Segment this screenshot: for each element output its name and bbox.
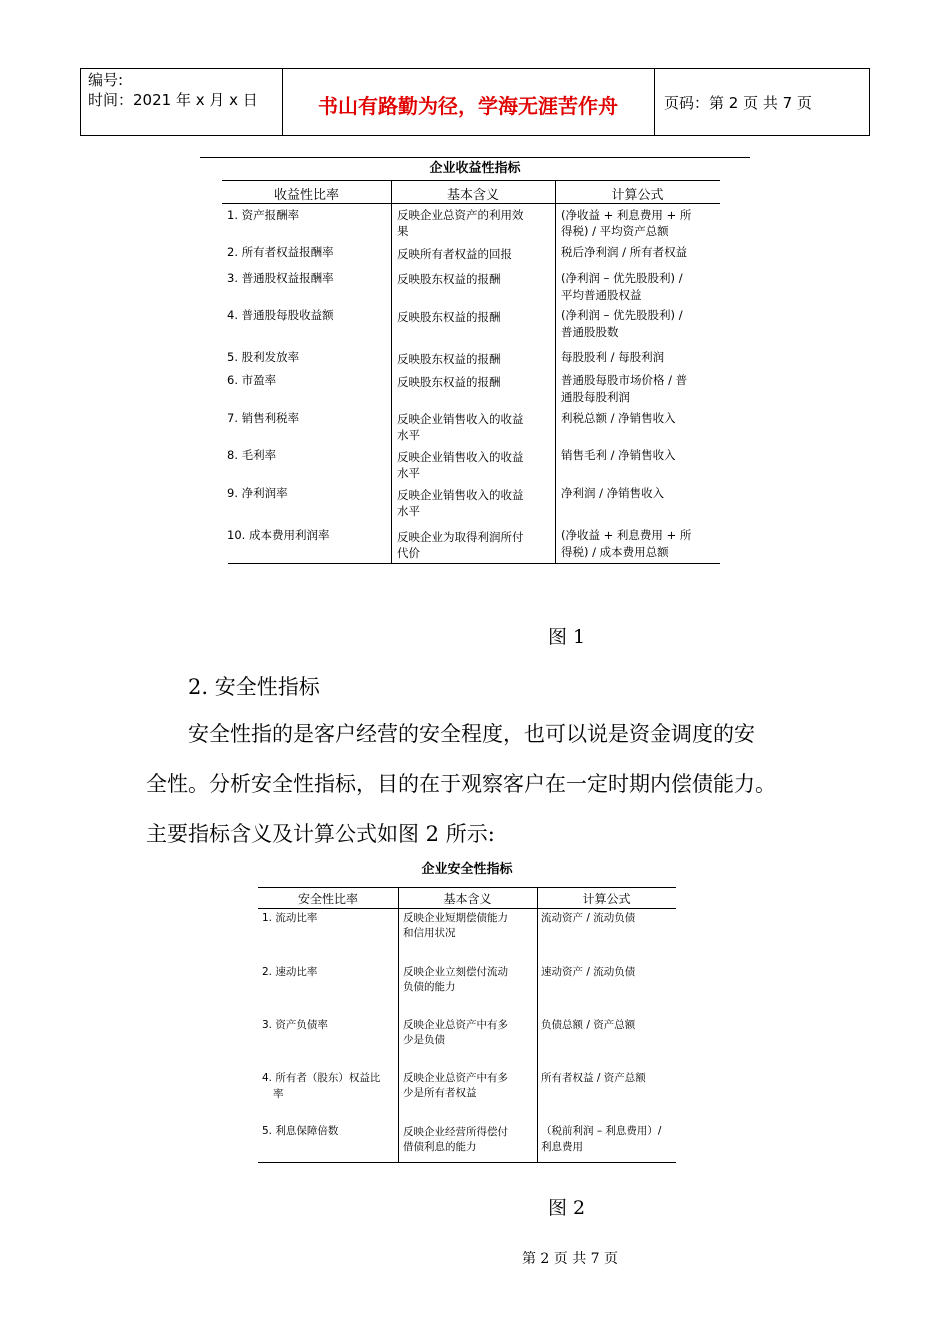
table-cell-ratio: 5. 利息保障倍数 bbox=[262, 1125, 339, 1137]
table-cell-meaning: 少是所有者权益 bbox=[403, 1087, 477, 1099]
header-divider bbox=[869, 68, 870, 135]
table-cell-meaning: 反映股东权益的报酬 bbox=[397, 375, 501, 389]
column-header: 计算公式 bbox=[582, 892, 631, 906]
table-cell-meaning: 反映企业总资产中有多 bbox=[403, 1072, 508, 1084]
header-divider bbox=[654, 68, 655, 135]
table-cell-formula: 税后净利润 / 所有者权益 bbox=[561, 245, 688, 259]
table-cell-formula: 负债总额 / 资产总额 bbox=[541, 1019, 636, 1031]
table-cell-formula: (净利润 – 优先股股利) / bbox=[561, 308, 683, 322]
table-column-divider bbox=[391, 180, 392, 563]
table-cell-meaning: 和信用状况 bbox=[403, 927, 456, 939]
column-header: 基本含义 bbox=[443, 892, 492, 906]
table-cell-ratio: 3. 资产负债率 bbox=[262, 1019, 328, 1031]
table-column-divider bbox=[555, 180, 556, 563]
table-cell-formula: 所有者权益 / 资产总额 bbox=[541, 1072, 646, 1084]
table-cell-formula: 利息费用 bbox=[541, 1141, 583, 1153]
table-cell-ratio: 2. 速动比率 bbox=[262, 966, 318, 978]
header-divider bbox=[80, 68, 81, 135]
paragraph-line: 安全性指的是客户经营的安全程度，也可以说是资金调度的安 bbox=[188, 722, 755, 746]
table-cell-ratio: 率 bbox=[273, 1088, 284, 1100]
table-column-divider bbox=[398, 887, 399, 1162]
table-cell-meaning: 反映企业立刻偿付流动 bbox=[403, 966, 508, 978]
doc-number-label: 编号: bbox=[88, 71, 124, 89]
table-cell-formula: 速动资产 / 流动负债 bbox=[541, 966, 636, 978]
table-cell-ratio: 7. 销售利税率 bbox=[227, 411, 300, 425]
table-cell-ratio: 9. 净利润率 bbox=[227, 486, 288, 500]
table-cell-formula: 利税总额 / 净销售收入 bbox=[561, 411, 676, 425]
figure-caption: 图 1 bbox=[548, 626, 586, 648]
table-cell-formula: (净利润 – 优先股股利) / bbox=[561, 271, 683, 285]
table-cell-meaning: 反映企业短期偿债能力 bbox=[403, 912, 508, 924]
table-cell-meaning: 反映所有者权益的回报 bbox=[397, 247, 512, 261]
page-indicator: 页码：第 2 页 共 7 页 bbox=[664, 94, 812, 112]
table-cell-ratio: 1. 资产报酬率 bbox=[227, 208, 300, 222]
paragraph-line: 主要指标含义及计算公式如图 2 所示: bbox=[146, 822, 495, 846]
column-header: 计算公式 bbox=[611, 188, 664, 203]
table-cell-ratio: 1. 流动比率 bbox=[262, 912, 318, 924]
table-cell-ratio: 8. 毛利率 bbox=[227, 448, 277, 462]
table-cell-meaning: 代价 bbox=[397, 546, 420, 560]
table-cell-ratio: 4. 所有者（股东）权益比 bbox=[262, 1072, 381, 1084]
table-cell-meaning: 借债利息的能力 bbox=[403, 1141, 477, 1153]
table-bottom-rule bbox=[258, 1162, 676, 1163]
paragraph-line: 全性。分析安全性指标，目的在于观察客户在一定时期内偿债能力。 bbox=[146, 772, 776, 796]
table-cell-meaning: 反映企业销售收入的收益 bbox=[397, 450, 524, 464]
table-cell-meaning: 反映股东权益的报酬 bbox=[397, 352, 501, 366]
table-cell-meaning: 水平 bbox=[397, 466, 420, 480]
page-footer: 第 2 页 共 7 页 bbox=[521, 1251, 619, 1267]
table-bottom-rule bbox=[228, 563, 720, 564]
table-column-divider bbox=[537, 887, 538, 1162]
table-cell-ratio: 10. 成本费用利润率 bbox=[227, 528, 330, 542]
header-bottom-rule bbox=[80, 135, 870, 136]
table-cell-formula: 每股股利 / 每股利润 bbox=[561, 350, 665, 364]
section-heading: 2. 安全性指标 bbox=[188, 675, 320, 699]
column-header: 收益性比率 bbox=[273, 188, 339, 203]
figure-caption: 图 2 bbox=[548, 1197, 586, 1219]
table-cell-formula: 净利润 / 净销售收入 bbox=[561, 486, 665, 500]
table-cell-meaning: 反映企业总资产中有多 bbox=[403, 1019, 508, 1031]
table-cell-formula: 得税) / 平均资产总额 bbox=[561, 224, 669, 238]
table-cell-ratio: 5. 股利发放率 bbox=[227, 350, 300, 364]
table-cell-meaning: 少是负债 bbox=[403, 1034, 445, 1046]
table-cell-ratio: 4. 普通股每股收益额 bbox=[227, 308, 334, 322]
table-cell-meaning: 果 bbox=[397, 224, 409, 238]
table-title: 企业安全性指标 bbox=[421, 862, 513, 877]
table-cell-formula: 流动资产 / 流动负债 bbox=[541, 912, 636, 924]
table-cell-meaning: 反映企业经营所得偿付 bbox=[403, 1126, 508, 1138]
header-motto: 书山有路勤为径，学海无涯苦作舟 bbox=[318, 94, 618, 118]
table-cell-meaning: 水平 bbox=[397, 428, 420, 442]
table-title: 企业收益性指标 bbox=[429, 161, 521, 176]
table-cell-meaning: 反映企业销售收入的收益 bbox=[397, 488, 524, 502]
table-cell-meaning: 水平 bbox=[397, 504, 420, 518]
table-cell-formula: 通股每股利润 bbox=[561, 390, 630, 404]
table-cell-formula: （税前利润 – 利息费用）/ bbox=[541, 1125, 662, 1137]
table-cell-ratio: 2. 所有者权益报酬率 bbox=[227, 245, 334, 259]
table-cell-meaning: 反映企业销售收入的收益 bbox=[397, 412, 524, 426]
table-cell-formula: (净收益 + 利息费用 + 所 bbox=[561, 528, 692, 542]
table-cell-formula: 销售毛利 / 净销售收入 bbox=[561, 448, 676, 462]
table-rule bbox=[222, 203, 720, 204]
table-cell-formula: 得税) / 成本费用总额 bbox=[561, 545, 669, 559]
table-cell-meaning: 反映股东权益的报酬 bbox=[397, 310, 501, 324]
header-top-rule bbox=[80, 68, 870, 69]
table-cell-meaning: 反映企业为取得利润所付 bbox=[397, 530, 524, 544]
table-rule bbox=[222, 180, 720, 181]
table-cell-ratio: 6. 市盈率 bbox=[227, 373, 277, 387]
table-top-rule bbox=[258, 887, 676, 888]
table-cell-formula: 普通股股数 bbox=[561, 325, 619, 339]
doc-date: 时间：2021 年 x 月 x 日 bbox=[88, 91, 258, 109]
table-cell-formula: 平均普通股权益 bbox=[561, 288, 642, 302]
table-cell-meaning: 负债的能力 bbox=[403, 981, 456, 993]
column-header: 安全性比率 bbox=[297, 892, 358, 906]
table-cell-formula: (净收益 + 利息费用 + 所 bbox=[561, 208, 692, 222]
column-header: 基本含义 bbox=[446, 188, 499, 203]
table-rule bbox=[258, 908, 676, 909]
table-cell-ratio: 3. 普通股权益报酬率 bbox=[227, 271, 334, 285]
table-cell-formula: 普通股每股市场价格 / 普 bbox=[561, 373, 688, 387]
table-cell-meaning: 反映股东权益的报酬 bbox=[397, 272, 501, 286]
table-cell-meaning: 反映企业总资产的利用效 bbox=[397, 208, 524, 222]
